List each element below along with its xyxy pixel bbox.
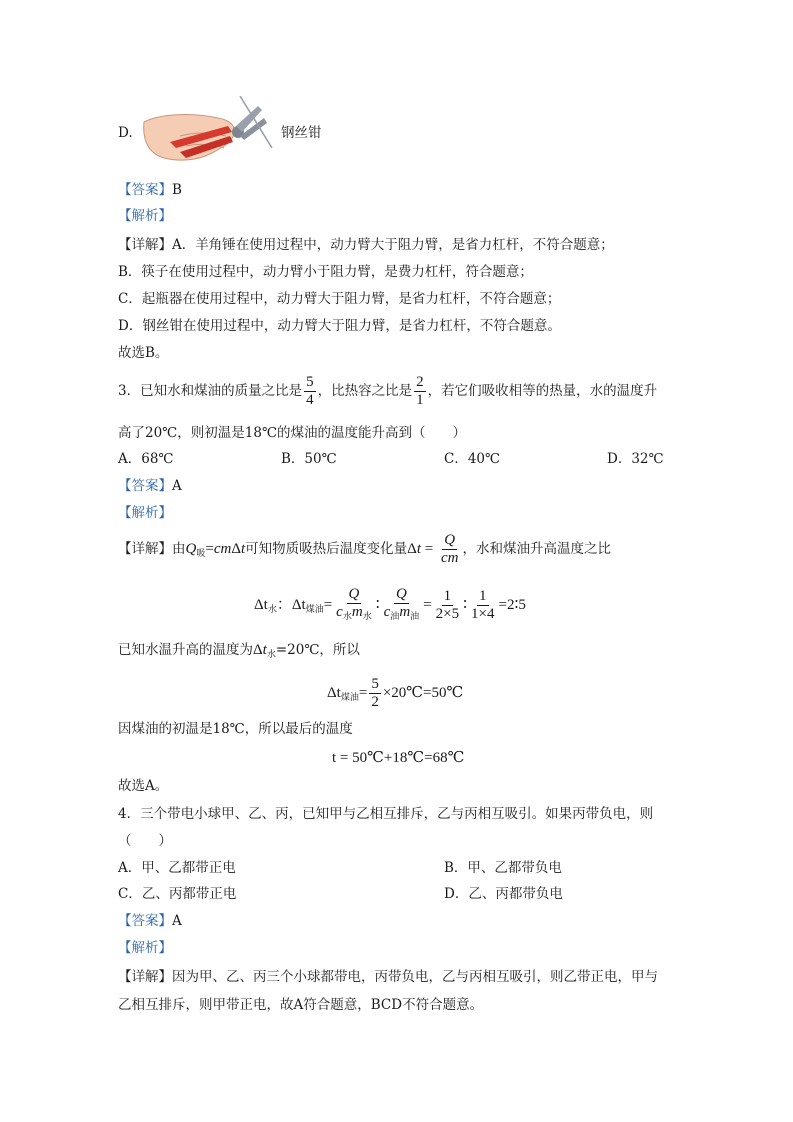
detail-text: 已知水温升高的温度为 [118,642,253,658]
stem-text: 3．已知水和煤油的质量之比是 [118,383,303,399]
stem-text: ，比热容之比是 [317,383,413,399]
analysis-tag: 【解析】 [118,940,172,956]
detail-line: D．钢丝钳在使用过程中，动力臂大于阻力臂，是省力杠杆，不符合题意。 [118,318,561,334]
option-d: D．32℃ [607,451,664,467]
ratio-equation: $\Delta t_水$：$\Delta t_{煤油}=$ $\frac{Q}{c_水m_水}$ ∶ $\frac{Q}{c_油m_油}$ = $\frac{1}{2\times 5}$ ∶ $\frac{1}{1\times 4}$ =2∶5 [254,586,526,622]
symbol-m: m [351,604,363,620]
question-4-stem-line2: （ ） [118,833,172,849]
detail-tag: 【详解】 [118,540,172,557]
detail-line: C．起瓶器在使用过程中，动力臂大于阻力臂，是省力杠杆，不符合题意； [118,291,561,307]
final-temperature-equation: t = 50℃+18℃=68℃ [332,750,465,766]
subscript-kerosene: 煤油 [305,603,324,614]
fraction-denominator: 4 [306,392,314,408]
option-c: C．乙、丙都带正电 [118,886,237,902]
detail-text: 由 [172,540,186,557]
symbol-c: c [383,604,391,620]
answer-line-q4 [118,912,182,930]
option-c: C．40℃ [444,451,501,467]
conclusion: 故选A。 [118,778,169,794]
detail-line: B．筷子在使用过程中，动力臂小于阻力臂，是费力杠杆，符合题意； [118,264,533,280]
answer-tag: 【答案】 [118,182,172,198]
subscript-water: 水 [362,611,372,621]
answer-value: A [172,913,182,929]
symbol-c: c [336,604,343,620]
analysis-tag: 【解析】 [118,505,172,521]
option-a: A．甲、乙都带正电 [118,860,236,876]
detail-text: 可知物质吸热后温度变化量 [245,540,408,557]
fraction-denominator: 2 [371,694,379,710]
fraction-denominator: 1×4 [471,606,495,622]
fraction-numerator: 1 [443,588,452,604]
answer-tag: 【答案】 [118,913,172,929]
fraction-denominator: 1 [416,392,424,408]
fraction-numerator: Q [348,586,360,602]
delta-t-symbol: Δt [291,596,306,613]
detail-line [118,236,614,254]
subscript-water: 水 [342,611,352,621]
option-a: A．68℃ [118,451,174,467]
fraction-numerator: 5 [306,374,314,390]
delta-t-symbol: Δt [327,684,341,701]
detail-text: A．羊角锤在使用过程中，动力臂大于阻力臂，是省力杠杆，不符合题意； [172,237,614,253]
ratio-colon: ： [276,596,292,613]
kerosene-rise-equation: $\Delta t_{煤油}=$ $\frac{5}{2}$ ×20℃=50℃ [327,676,464,710]
subscript-water: 水 [267,603,277,614]
subscript-oil: 油 [410,611,420,621]
formula-q-absorb: $Q_吸=cm\Delta t$ [185,540,246,558]
formula-delta-t: Δt = $\frac{Q}{cm}$ [407,532,459,566]
fraction-numerator: 2 [416,374,424,390]
symbol-m: m [399,604,411,620]
detail-line-q3 [118,532,611,567]
question-3-stem [118,374,657,409]
heat-capacity-ratio-fraction [414,374,426,409]
subscript-kerosene: 煤油 [340,691,359,702]
fraction-denominator: 2×5 [435,606,460,622]
pliers-illustration [140,96,278,168]
subscript-oil: 油 [390,611,400,621]
equation-rest: ×20℃=50℃ [382,684,464,701]
detail-line [118,968,658,986]
answer-value: B [172,182,182,198]
delta-t-water: $\Delta t_水$ [253,642,276,659]
mass-ratio-fraction [304,374,316,409]
initial-temp-line: 因煤油的初温是18℃，所以最后的温度 [118,721,353,737]
option-b: B．50℃ [281,451,337,467]
answer-line-q3 [118,477,182,495]
detail-text: ，水和煤油升高温度之比 [462,540,611,557]
answer-tag: 【答案】 [118,478,172,494]
conclusion: 故选B。 [118,345,169,361]
fraction-numerator: Q [395,586,407,602]
water-rise-line [118,641,360,663]
answer-line-q2 [118,181,182,199]
ratio-result: =2∶5 [498,596,526,613]
detail-tag: 【详解】 [118,237,172,253]
detail-text: =20℃，所以 [275,642,360,658]
delta-t-symbol: Δt [254,596,268,613]
detail-tag: 【详解】 [118,969,172,985]
detail-text: 因为甲、乙、丙三个小球都带电，丙带负电，乙与丙相互吸引，则乙带正电，甲与 [172,969,658,985]
option-d-letter: D. [118,125,133,141]
question-3-stem-line2: 高了20℃，则初温是18℃的煤油的温度能升高到（ ） [118,425,467,441]
option-d: D．乙、丙都带负电 [444,886,563,902]
stem-text: ，若它们吸收相等的热量，水的温度升 [427,383,658,399]
question-4-stem: 4．三个带电小球甲、乙、丙，已知甲与乙相互排斥，乙与丙相互吸引。如果丙带负电，则 [118,806,654,822]
option-d-label: 钢丝钳 [281,125,322,141]
answer-value: A [172,478,182,494]
detail-line: 乙相互排斥，则甲带正电，故A符合题意，BCD不符合题意。 [118,997,484,1013]
fraction-numerator: 1 [479,588,487,604]
analysis-tag: 【解析】 [118,208,172,224]
fraction-numerator: 5 [371,676,379,692]
option-b: B．甲、乙都带负电 [444,860,562,876]
